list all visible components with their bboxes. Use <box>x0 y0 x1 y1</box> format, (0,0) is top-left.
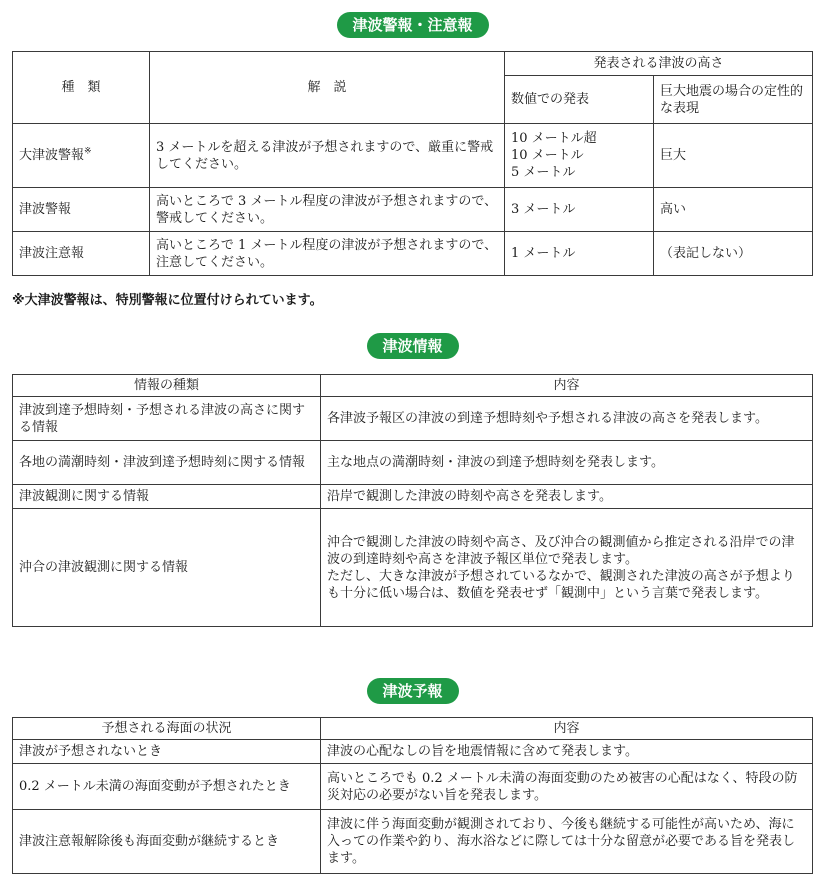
table-row <box>13 509 813 627</box>
warning-explanation-cell: 3 メートルを超える津波が予想されますので、厳重に警戒してください。 <box>150 124 505 188</box>
table-row <box>13 441 813 485</box>
info-header-content: 内容 <box>321 375 813 397</box>
forecast-content-cell: 高いところでも 0.2 メートル未満の海面変動のため被害の心配はなく、特段の防災対応の必要がない旨を発表します。 <box>321 764 813 810</box>
warning-qualitative-cell: （表記しない） <box>654 232 813 276</box>
info-type-cell: 沖合の津波観測に関する情報 <box>13 509 321 627</box>
warning-qualitative-cell: 高い <box>654 188 813 232</box>
warning-explanation-cell: 高いところで 3 メートル程度の津波が予想されますので、警戒してください。 <box>150 188 505 232</box>
info-header-type: 情報の種類 <box>13 375 321 397</box>
info-type-cell: 津波到達予想時刻・予想される津波の高さに関する情報 <box>13 397 321 441</box>
warning-footnote: ※大津波警報は、特別警報に位置付けられています。 <box>12 293 323 308</box>
table-row <box>13 764 813 810</box>
warning-numeric-cell: 3 メートル <box>505 188 654 232</box>
warning-explanation-cell: 高いところで 1 メートル程度の津波が予想されますので、注意してください。 <box>150 232 505 276</box>
footnote-mark: ※ <box>84 146 92 157</box>
header-qualitative: 巨大地震の場合の定性的な表現 <box>654 76 813 124</box>
info-table <box>12 374 813 627</box>
info-content-cell: 沿岸で観測した津波の時刻や高さを発表します。 <box>321 485 813 509</box>
table-row <box>13 397 813 441</box>
forecast-situation-cell: 0.2 メートル未満の海面変動が予想されたとき <box>13 764 321 810</box>
forecast-table <box>12 717 813 874</box>
warning-numeric-cell: 1 メートル <box>505 232 654 276</box>
header-height-group: 発表される津波の高さ <box>505 52 813 76</box>
forecast-header-situation: 予想される海面の状況 <box>13 718 321 740</box>
table-row <box>13 124 813 188</box>
info-section-title: 津波情報 <box>366 333 458 359</box>
forecast-header-content: 内容 <box>321 718 813 740</box>
info-content-cell: 沖合で観測した津波の時刻や高さ、及び沖合の観測値から推定される沿岸での津波の到達時刻や高さを津波予報区単位で発表します。 ただし、大きな津波が予想されているなかで、観測された津波の高さが予想よりも十分に低い場合は、数値を発表せず「観測中」という言葉で発表します。 <box>321 509 813 627</box>
table-row <box>13 232 813 276</box>
warning-qualitative-cell: 巨大 <box>654 124 813 188</box>
table-row <box>13 740 813 764</box>
info-content-cell: 各津波予報区の津波の到達予想時刻や予想される津波の高さを発表します。 <box>321 397 813 441</box>
warning-type-cell: 津波注意報 <box>13 232 150 276</box>
info-type-cell: 各地の満潮時刻・津波到達予想時刻に関する情報 <box>13 441 321 485</box>
forecast-content-cell: 津波に伴う海面変動が観測されており、今後も継続する可能性が高いため、海に入っての作業や釣り、海水浴などに際しては十分な留意が必要である旨を発表します。 <box>321 810 813 874</box>
forecast-content-cell: 津波の心配なしの旨を地震情報に含めて発表します。 <box>321 740 813 764</box>
header-explanation: 解 説 <box>150 52 505 124</box>
table-row <box>13 810 813 874</box>
table-row <box>13 188 813 232</box>
warning-type-cell: 大津波警報※ <box>13 124 150 188</box>
info-type-cell: 津波観測に関する情報 <box>13 485 321 509</box>
warning-numeric-cell: 10 メートル超 10 メートル 5 メートル <box>505 124 654 188</box>
warning-type-cell: 津波警報 <box>13 188 150 232</box>
forecast-situation-cell: 津波注意報解除後も海面変動が継続するとき <box>13 810 321 874</box>
warning-section-title: 津波警報・注意報 <box>336 12 488 38</box>
forecast-situation-cell: 津波が予想されないとき <box>13 740 321 764</box>
header-numeric: 数値での発表 <box>505 76 654 124</box>
warning-table <box>12 51 813 276</box>
info-content-cell: 主な地点の満潮時刻・津波の到達予想時刻を発表します。 <box>321 441 813 485</box>
table-row <box>13 485 813 509</box>
header-type: 種 類 <box>13 52 150 124</box>
forecast-section-title: 津波予報 <box>366 678 458 704</box>
